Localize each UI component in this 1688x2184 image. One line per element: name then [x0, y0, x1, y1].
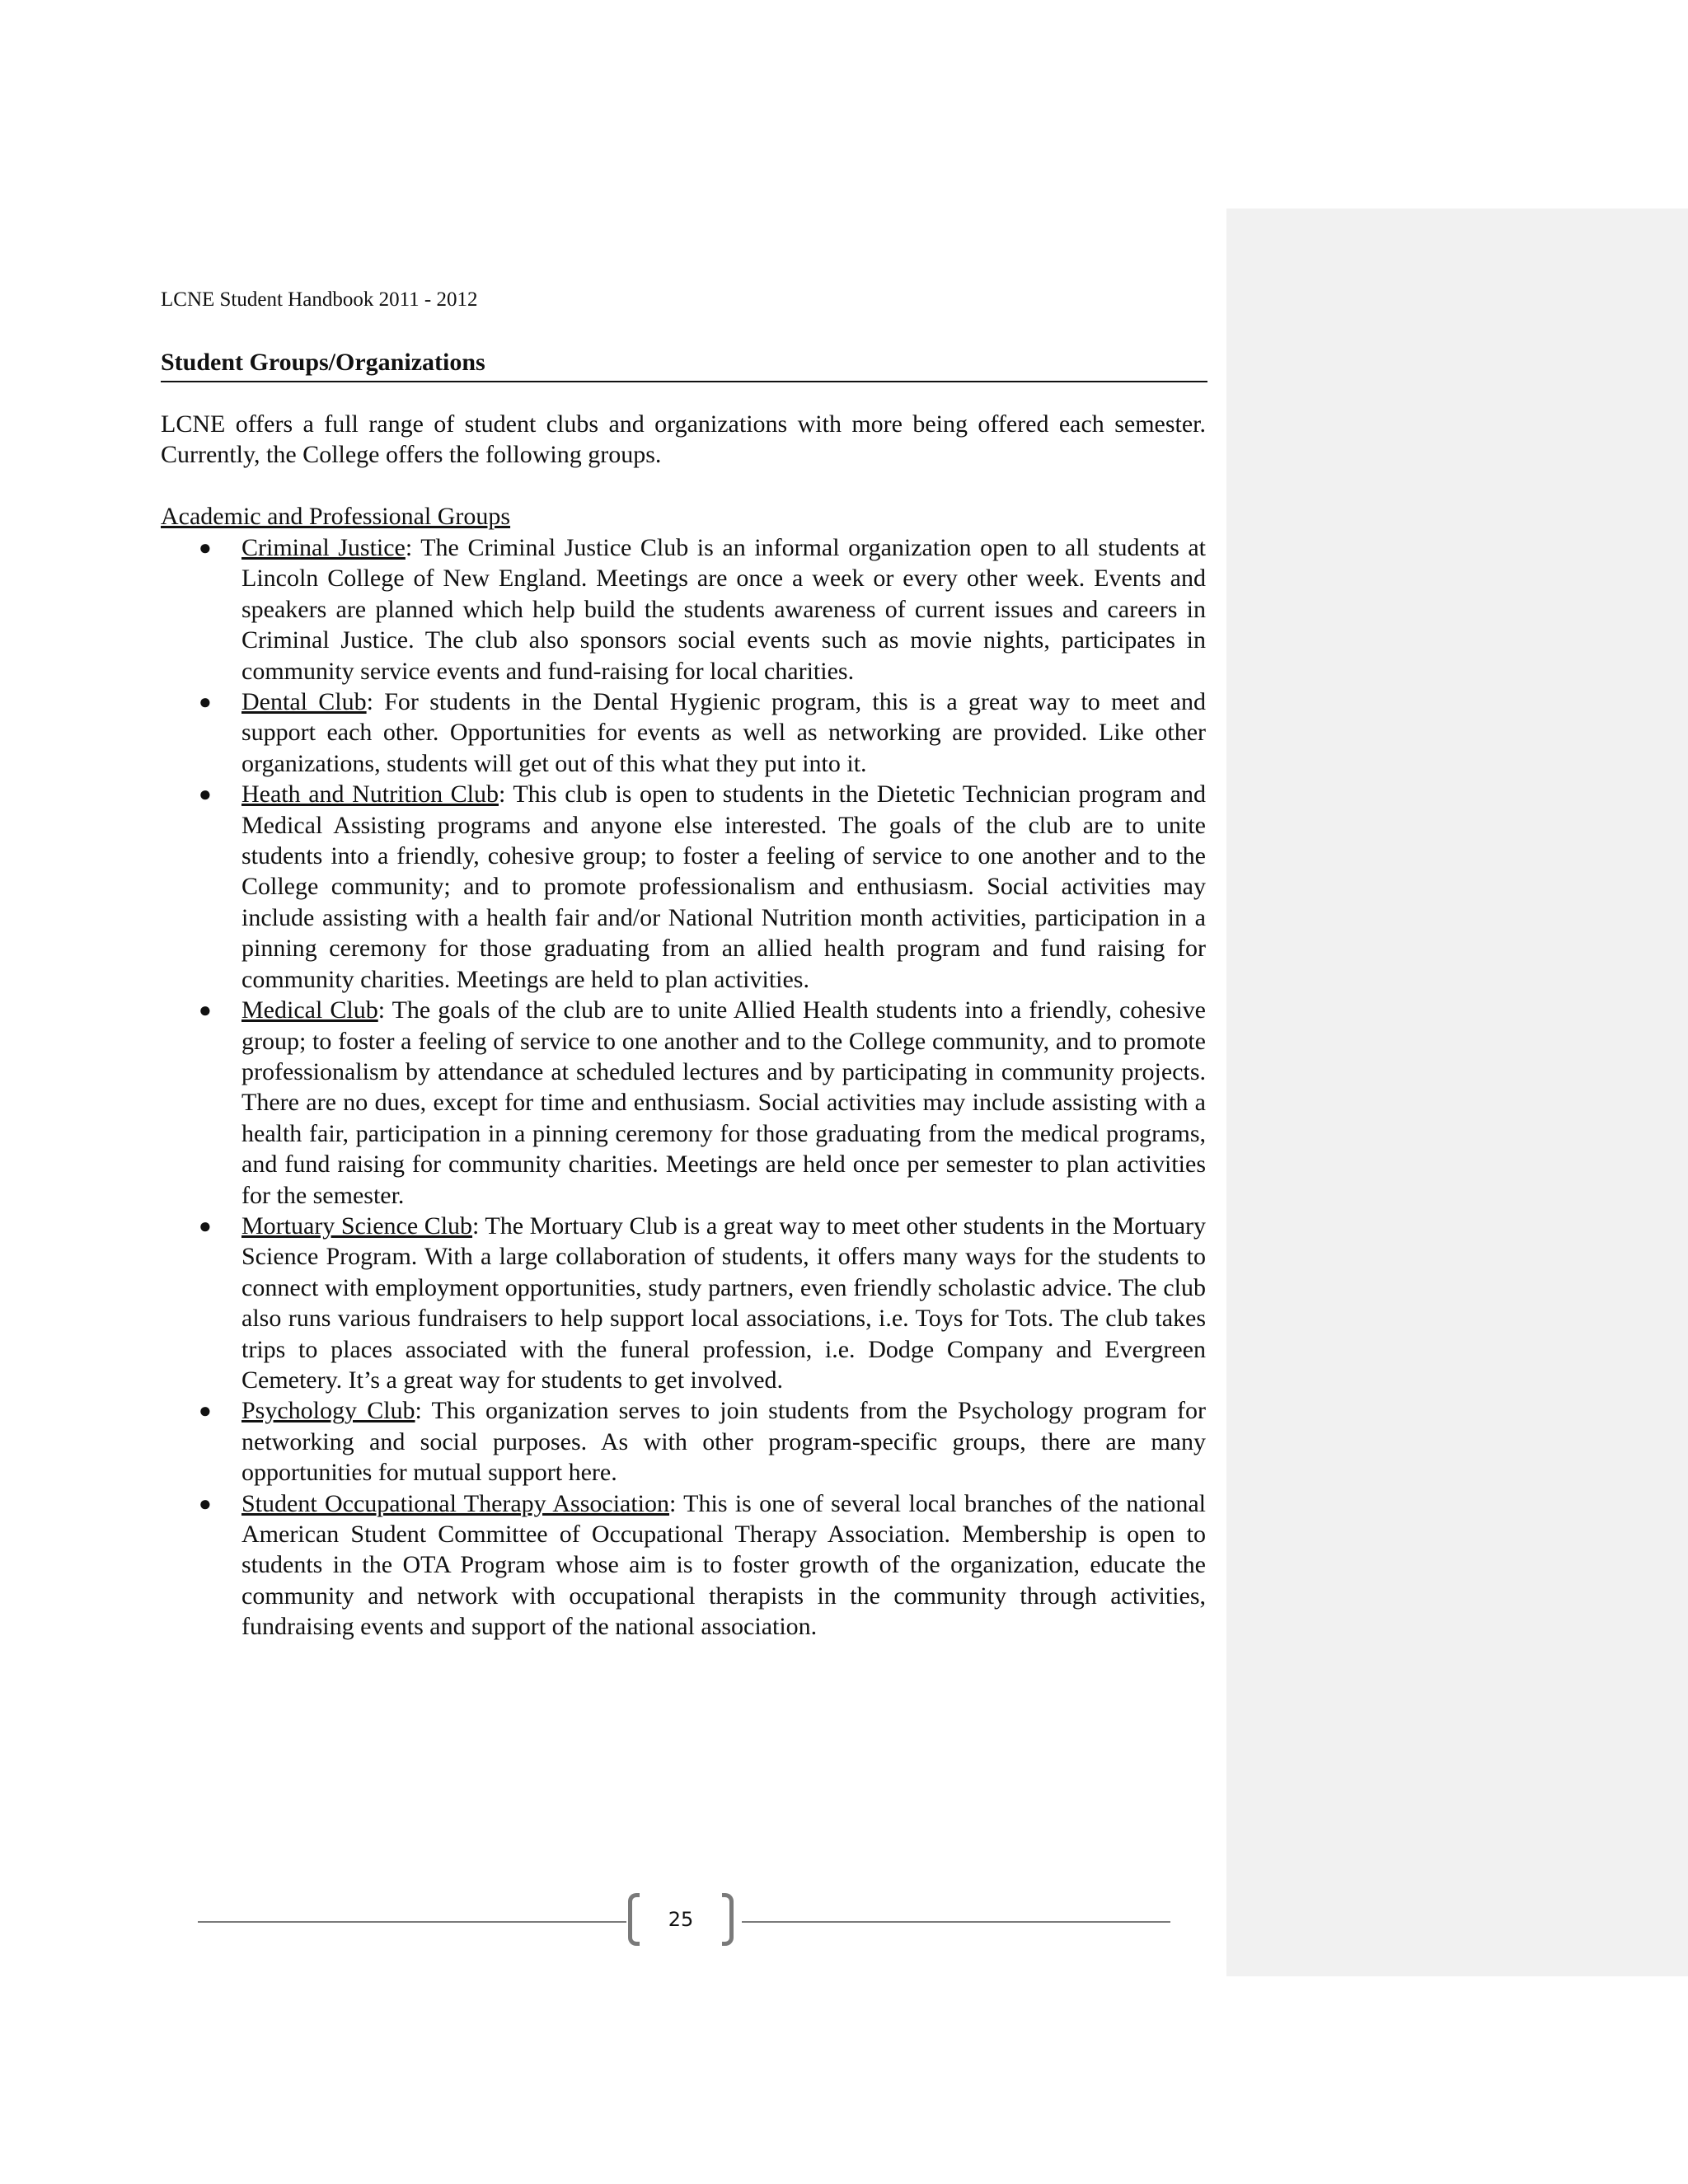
group-description: : This organization serves to join students from the Psychology program for networking and social purposes. As with other program-specific groups, there are many opportunities for mutual support here.: [241, 1397, 1206, 1487]
comment-pane: [1226, 209, 1688, 1976]
bullet-icon: ●: [199, 536, 212, 560]
list-item: [161, 532, 1206, 687]
group-description: : The Criminal Justice Club is an informal organization open to all students at Lincoln College of New England. Meetings are once a week or every other week. Events and speakers are planned which help build the students awareness of current issues and careers in Criminal Justice. The club also sponsors social events such as movie nights, participates in community service events and fund-raising for local charities.: [241, 534, 1206, 685]
footer-rule-right: [742, 1921, 1170, 1923]
bullet-icon: ●: [199, 1491, 212, 1516]
bullet-icon: ●: [199, 782, 212, 807]
intro-paragraph: LCNE offers a full range of student clubs and organizations with more being offered each semester. Currently, the College offers the following groups.: [161, 410, 1206, 469]
bullet-icon: ●: [199, 1399, 212, 1423]
bullet-icon: ●: [199, 1213, 212, 1238]
group-heading: Academic and Professional Groups: [161, 503, 511, 530]
group-name: Dental Club: [241, 688, 367, 716]
bullet-icon: ●: [199, 998, 212, 1023]
group-description: : This club is open to students in the Dietetic Technician program and Medical Assisting programs and anyone else interested. The goals of the club are to unite students into a friendly, cohesive group; to foster a feeling of service to one another and to the College community; and to promote professionalism and enthusiasm. Social activities may include assisting with a health fair and/or National Nutrition month activities, participation in a pinning ceremony for those graduating from an allied health program and fund raising for community charities. Meetings are held to plan activities.: [241, 780, 1206, 993]
page-number: 25: [668, 1908, 694, 1931]
bullet-icon: ●: [199, 690, 212, 715]
group-name: Psychology Club: [241, 1397, 415, 1425]
list-item: [161, 687, 1206, 779]
group-list: [161, 532, 1206, 1643]
section-title: Student Groups/Organizations: [161, 346, 1207, 382]
list-item: [161, 1488, 1206, 1643]
group-description: : For students in the Dental Hygienic program, this is a great way to meet and support each other. Opportunities for events as well as networking are provided. Like other organizations, students will get out of this what they put into it.: [241, 688, 1206, 777]
running-header: LCNE Student Handbook 2011 - 2012: [161, 288, 478, 311]
group-description: : The goals of the club are to unite Allied Health students into a friendly, cohesive group; to foster a feeling of service to one another and to the College community, and to promote professionalism by attendance at scheduled lectures and by participating in community projects. There are no dues, except for time and enthusiasm. Social activities may include assisting with a health fair, participation in a pinning ceremony for those graduating from the medical programs, and fund raising for community charities. Meetings are held once per semester to plan activities for the semester.: [241, 996, 1206, 1209]
group-name: Heath and Nutrition Club: [241, 780, 499, 808]
group-name: Criminal Justice: [241, 534, 406, 561]
group-description: : This is one of several local branches of the national American Student Committee of Occupational Therapy Association. Membership is open to students in the OTA Program whose aim is to foster growth of the organization, educate the community and network with occupational therapists in the community through activities, fundraising events and support of the national association.: [241, 1489, 1206, 1641]
footer-bracket-open-icon: [628, 1893, 640, 1946]
group-name: Medical Club: [241, 996, 378, 1024]
group-name: Mortuary Science Club: [241, 1212, 473, 1240]
group-name: Student Occupational Therapy Association: [241, 1489, 670, 1517]
list-item: [161, 1395, 1206, 1488]
list-item: [161, 995, 1206, 1211]
list-item: [161, 1211, 1206, 1395]
footer-bracket-close-icon: [722, 1893, 734, 1946]
list-item: [161, 779, 1206, 995]
group-description: : The Mortuary Club is a great way to meet other students in the Mortuary Science Program. With a large collaboration of students, it offers many ways for the students to connect with employment opportunities, study partners, even friendly scholastic advice. The club also runs various fundraisers to help support local associations, i.e. Toys for Tots. The club takes trips to places associated with the funeral profession, i.e. Dodge Company and Evergreen Cemetery. It’s a great way for students to get involved.: [241, 1212, 1207, 1394]
footer-rule-left: [198, 1921, 626, 1923]
